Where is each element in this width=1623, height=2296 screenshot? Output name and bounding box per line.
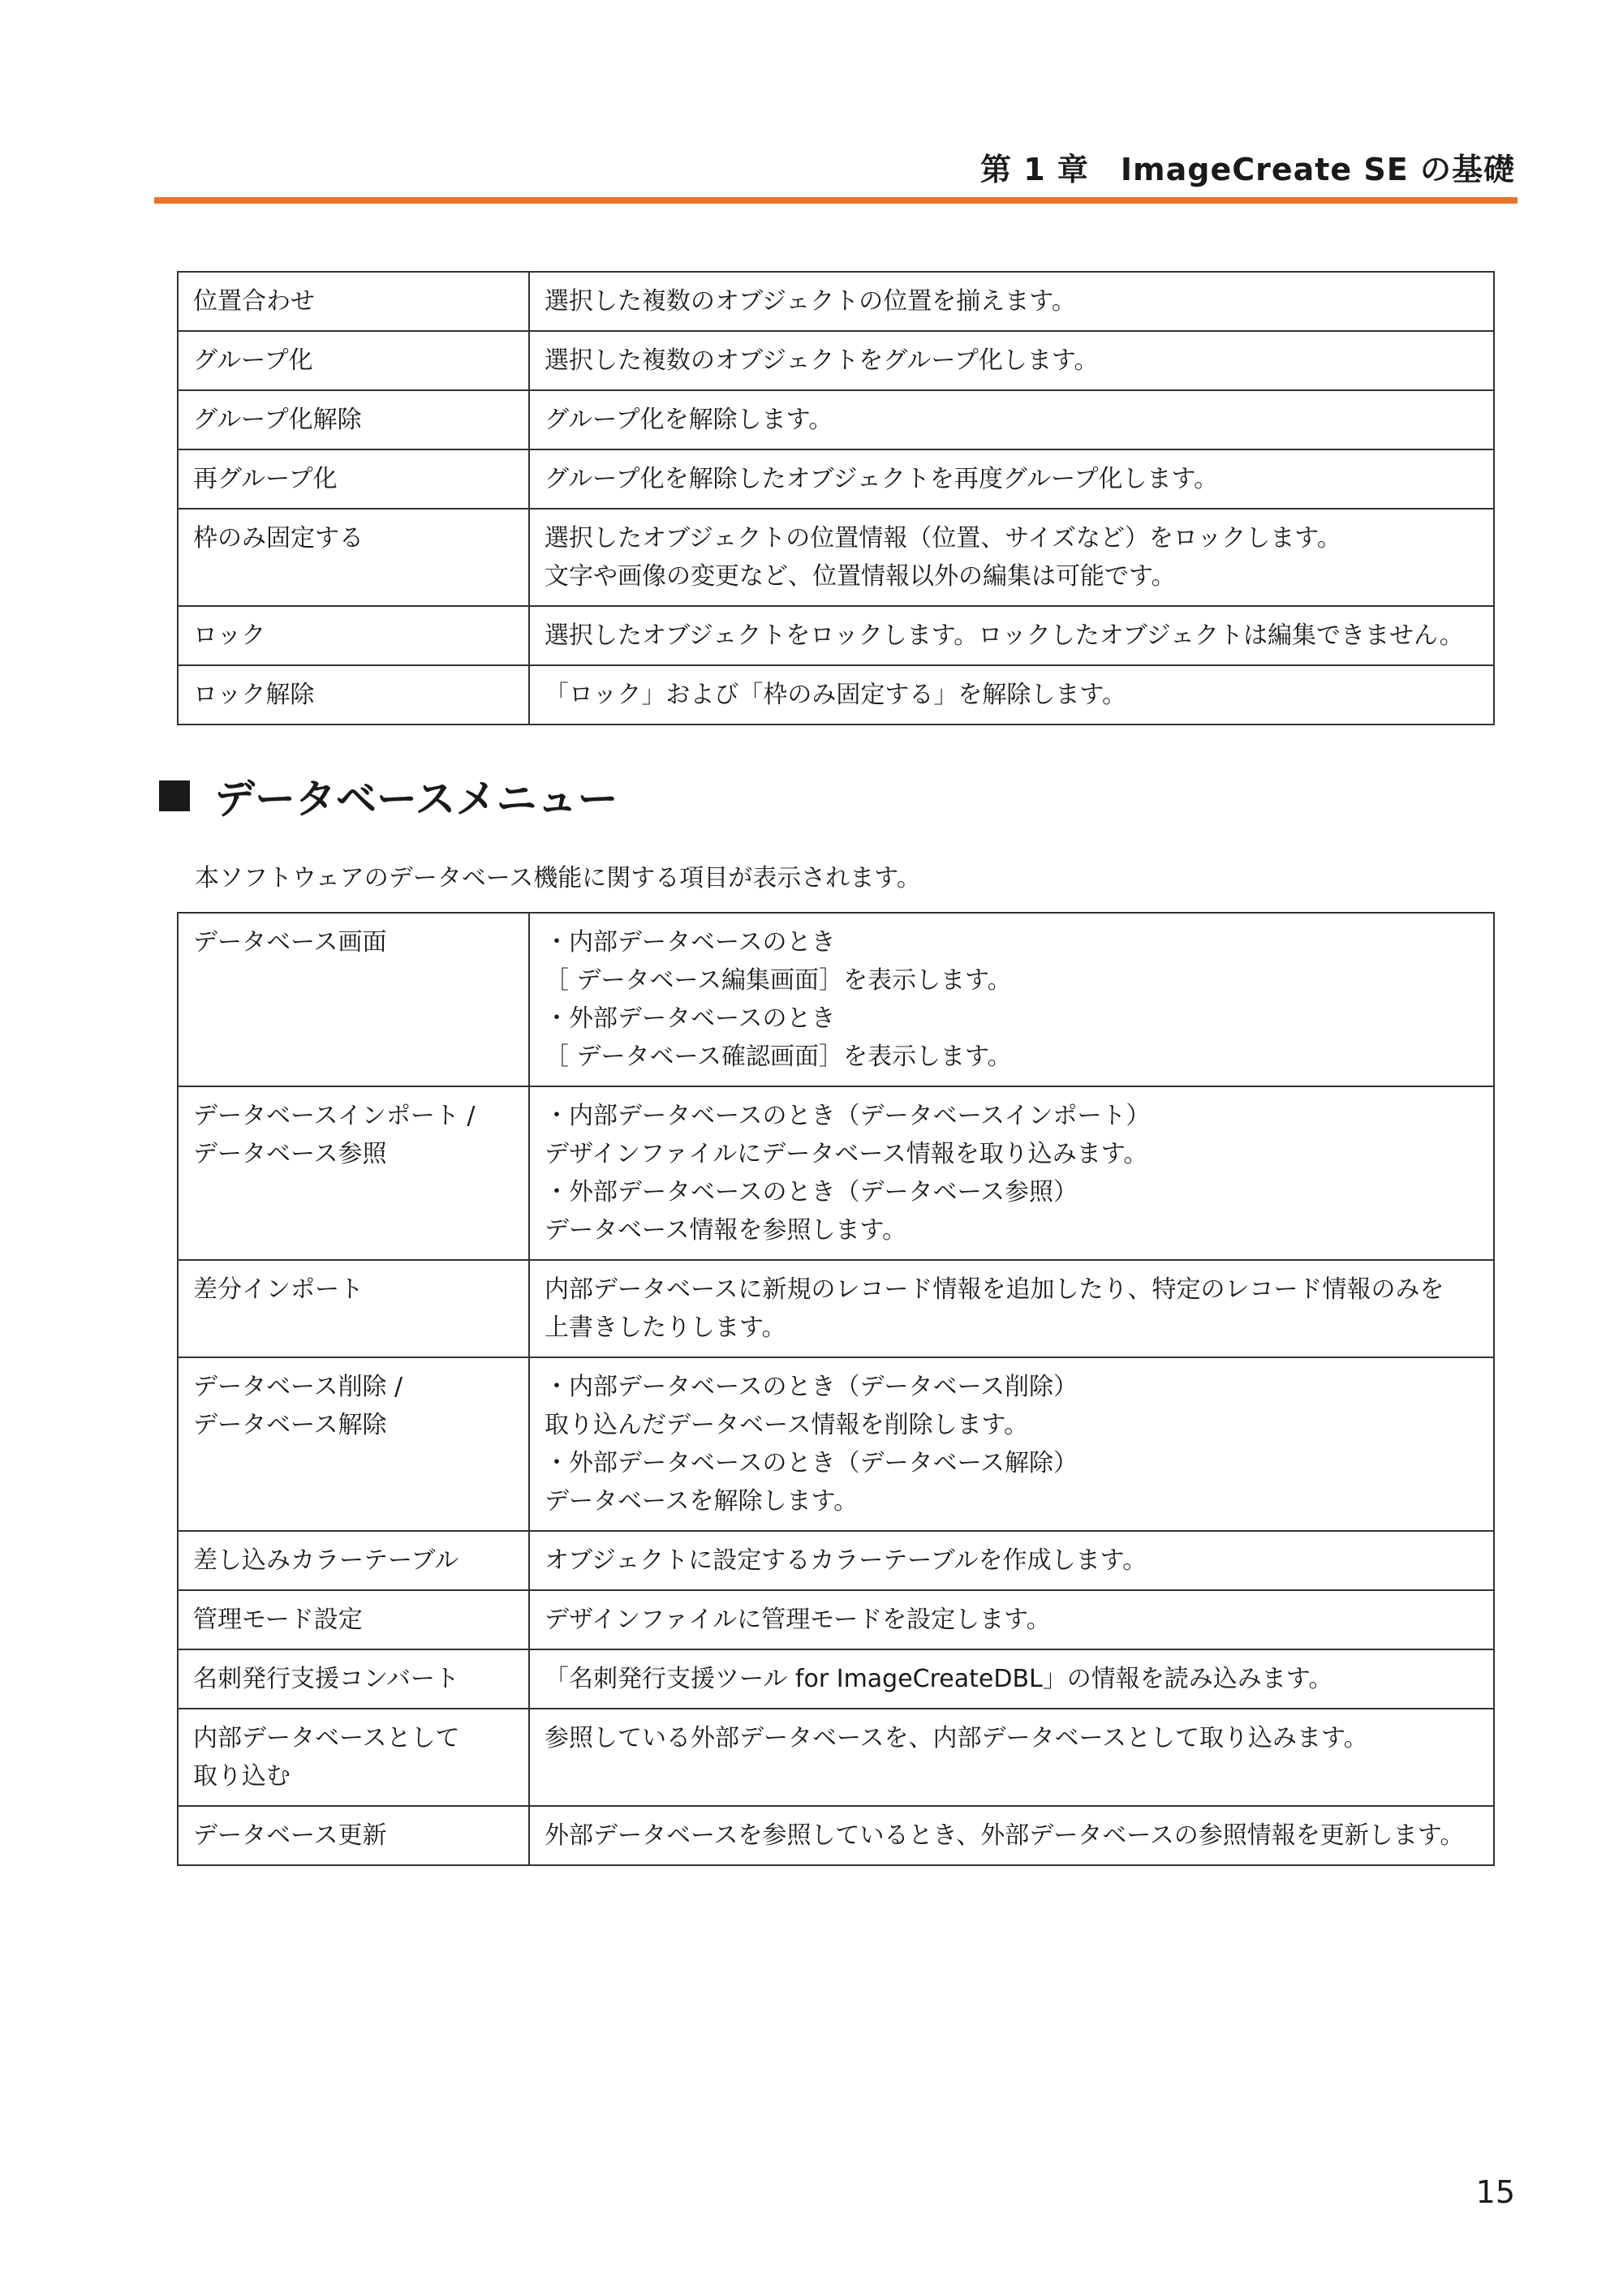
menu-item-description: 内部データベースに新規のレコード情報を追加したり、特定のレコード情報のみを [545,1275,1444,1304]
menu-item-description: ・外部データベースのとき [545,1004,836,1033]
menu-item-description-cell [529,1531,1494,1590]
menu-item-name-cell [178,272,529,331]
menu-item-name-cell [178,1590,529,1649]
table-row [178,331,1494,390]
menu-item-name: 管理モード設定 [193,1606,363,1634]
menu-item-description-cell [529,1806,1494,1865]
menu-item-description-cell [529,606,1494,665]
menu-item-description: オブジェクトに設定するカラーテーブルを作成します。 [545,1546,1147,1575]
menu-item-description: ・外部データベースのとき（データベース参照） [545,1178,1078,1206]
menu-item-description: ・内部データベースのとき（データベースインポート） [545,1102,1151,1130]
menu-item-name: 名刺発行支援コンバート [193,1665,459,1693]
menu-item-description: 選択したオブジェクトの位置情報（位置、サイズなど）をロックします。 [545,524,1341,553]
table-row [178,449,1494,509]
section-heading-text: データベースメニュー [214,776,618,823]
chapter-header-title: 第 1 章 ImageCreate SE の基礎 [979,152,1515,187]
table-row [178,1649,1494,1709]
menu-item-description-cell [529,1357,1494,1531]
menu-item-name: 内部データベースとして [193,1724,460,1752]
menu-item-name-cell [178,509,529,606]
menu-item-name: データベースインポート / [193,1102,476,1130]
object-menu-table [177,271,1495,725]
table-row [178,509,1494,606]
menu-item-description: グループ化を解除したオブジェクトを再度グループ化します。 [545,465,1219,493]
menu-item-description-cell [529,449,1494,509]
menu-item-description-cell [529,390,1494,449]
menu-item-name: ロック [193,621,266,650]
menu-item-name: データベース解除 [193,1411,387,1439]
menu-item-description: 「ロック」および「枠のみ固定する」を解除します。 [545,681,1126,709]
menu-item-description-cell [529,509,1494,606]
table-row [178,1357,1494,1531]
menu-item-description: 文字や画像の変更など、位置情報以外の編集は可能です。 [545,562,1176,591]
menu-item-description: 取り込んだデータベース情報を削除します。 [545,1411,1029,1439]
menu-item-description: 選択したオブジェクトをロックします。ロックしたオブジェクトは編集できません。 [545,621,1464,650]
section-intro-text: 本ソフトウェアのデータベース機能に関する項目が表示されます。 [195,864,921,892]
menu-item-name-cell [178,606,529,665]
menu-item-description: 上書きしたりします。 [545,1314,786,1342]
menu-item-description-cell [529,272,1494,331]
menu-item-name-cell [178,1260,529,1357]
menu-item-name-cell [178,1531,529,1590]
menu-item-description: デザインファイルにデータベース情報を取り込みます。 [545,1140,1148,1168]
menu-item-description-cell [529,1590,1494,1649]
table-row [178,606,1494,665]
menu-item-name-cell [178,1086,529,1260]
menu-item-name-cell [178,1806,529,1865]
menu-item-name-cell [178,449,529,509]
menu-item-description: データベースを解除します。 [545,1487,859,1516]
page-number: 15 [1475,2174,1515,2210]
menu-item-description-cell [529,1260,1494,1357]
menu-item-name: データベース削除 / [193,1373,403,1401]
menu-item-description: ・外部データベースのとき（データベース解除） [545,1449,1078,1477]
menu-item-name: ロック解除 [193,681,315,709]
menu-item-description: データベース情報を参照します。 [545,1216,907,1245]
menu-item-name: 再グループ化 [193,465,338,493]
menu-item-description-cell [529,1649,1494,1709]
menu-item-description: デザインファイルに管理モードを設定します。 [545,1606,1051,1634]
square-bullet-icon [159,780,190,811]
table-row [178,1709,1494,1806]
menu-item-name-cell [178,1357,529,1531]
menu-item-description: ・内部データベースのとき [545,928,836,957]
menu-item-description: ・内部データベースのとき（データベース削除） [545,1373,1078,1401]
menu-item-description-cell [529,1086,1494,1260]
menu-item-description-cell [529,331,1494,390]
menu-item-description: 参照している外部データベースを、内部データベースとして取り込みます。 [545,1724,1368,1752]
menu-item-description-cell [529,665,1494,724]
menu-item-name: 位置合わせ [193,287,315,316]
menu-item-description: ［ データベース編集画面］を表示します。 [545,966,1012,995]
menu-item-description: 選択した複数のオブジェクトをグループ化します。 [545,346,1099,375]
menu-item-description-cell [529,1709,1494,1806]
table-row [178,665,1494,724]
menu-item-name-cell [178,1649,529,1709]
menu-item-description: ［ データベース確認画面］を表示します。 [545,1043,1012,1071]
database-menu-table [177,912,1495,1866]
menu-item-name: データベース更新 [193,1821,387,1850]
table-row [178,272,1494,331]
table-row [178,1590,1494,1649]
table-row [178,1260,1494,1357]
menu-item-description-cell [529,913,1494,1086]
menu-item-name-cell [178,913,529,1086]
menu-item-name: データベース参照 [193,1140,387,1168]
menu-item-name-cell [178,331,529,390]
header-divider-rule [154,197,1518,204]
menu-item-name: グループ化 [193,346,313,375]
menu-item-description: 外部データベースを参照しているとき、外部データベースの参照情報を更新します。 [545,1821,1465,1850]
menu-item-name-cell [178,665,529,724]
section-heading [159,767,618,825]
menu-item-description: 選択した複数のオブジェクトの位置を揃えます。 [545,287,1076,316]
table-row [178,1531,1494,1590]
table-row [178,1806,1494,1865]
menu-item-description: 「名刺発行支援ツール for ImageCreateDBL」の情報を読み込みます。 [545,1665,1333,1693]
menu-item-name: データベース画面 [193,928,387,957]
menu-item-name-cell [178,390,529,449]
menu-item-name: グループ化解除 [193,406,362,434]
menu-item-name: 枠のみ固定する [193,524,364,553]
menu-item-name: 取り込む [193,1762,291,1791]
table-row [178,913,1494,1086]
menu-item-description: グループ化を解除します。 [545,406,833,434]
menu-item-name: 差分インポート [193,1275,364,1304]
table-row [178,1086,1494,1260]
menu-item-name-cell [178,1709,529,1806]
table-row [178,390,1494,449]
menu-item-name: 差し込みカラーテーブル [193,1546,459,1575]
